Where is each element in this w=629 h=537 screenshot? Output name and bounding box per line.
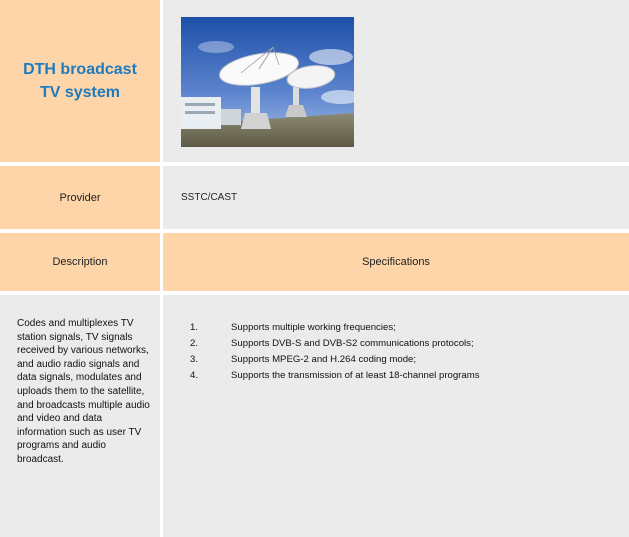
specifications-body-cell xyxy=(163,295,629,537)
description-header-cell xyxy=(0,233,160,291)
satellite-dish-photo xyxy=(181,17,354,147)
title-cell xyxy=(0,0,160,162)
spec-text: Supports MPEG-2 and H.264 coding mode; xyxy=(231,353,417,365)
spec-item xyxy=(190,351,629,367)
spec-number: 4. xyxy=(190,369,199,381)
spec-text: Supports DVB-S and DVB-S2 communications protocols; xyxy=(231,337,474,349)
description-header: Description xyxy=(52,256,108,268)
spec-item xyxy=(190,319,629,335)
specifications-header-cell xyxy=(163,233,629,291)
provider-label-cell xyxy=(0,166,160,229)
spec-number: 1. xyxy=(190,321,199,333)
spec-item xyxy=(190,335,629,351)
spec-item xyxy=(190,367,629,383)
product-title: DTH broadcast TV system xyxy=(23,61,137,101)
provider-value: SSTC/CAST xyxy=(181,192,238,203)
spec-text: Supports multiple working frequencies; xyxy=(231,321,396,333)
specifications-header: Specifications xyxy=(362,256,430,268)
provider-value-cell xyxy=(163,166,629,229)
spec-number: 2. xyxy=(190,337,199,349)
description-body-cell xyxy=(0,295,160,537)
image-cell xyxy=(163,0,629,162)
description-text: Codes and multiplexes TV station signals, TV signals received by various networks, and audio radio signals and data signals, modulates and uploads them to the satellite, and broadcasts multiple audio and video and data information such as user TV programs and audio broadcast. xyxy=(17,318,150,465)
spec-text: Supports the transmission of at least 18-channel programs xyxy=(231,369,480,381)
provider-label: Provider xyxy=(59,191,101,204)
spec-number: 3. xyxy=(190,353,199,365)
